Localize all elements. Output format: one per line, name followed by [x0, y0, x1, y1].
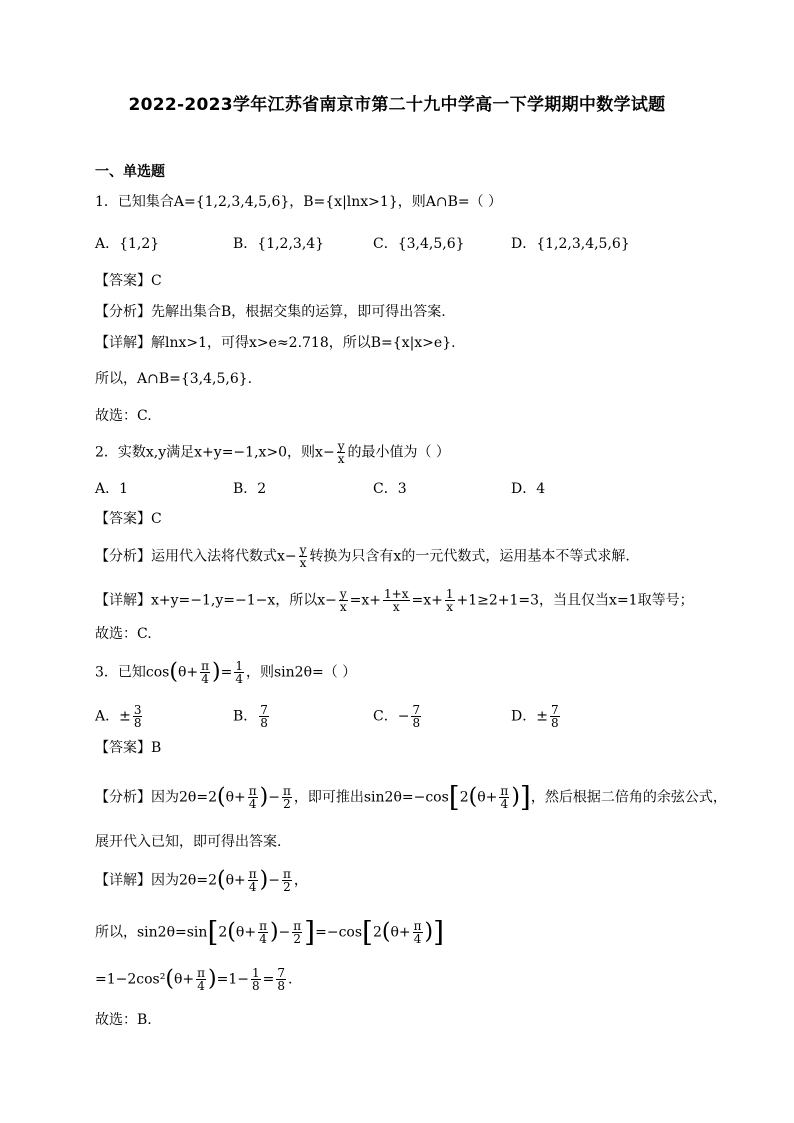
- denominator: x: [339, 600, 347, 614]
- q2-option-d: D．4: [511, 481, 546, 497]
- q3-detail-text: =1−: [216, 971, 249, 988]
- fraction: [259, 704, 269, 729]
- q3-analysis-text: −: [268, 789, 280, 806]
- numerator: π: [413, 919, 422, 933]
- q3-detail-line: [95, 868, 308, 893]
- paren: (: [381, 919, 391, 945]
- q3-detail-text: =1−2cos²: [95, 971, 166, 988]
- paren: (: [227, 919, 236, 945]
- detail-tag: 【详解】: [95, 872, 151, 889]
- q3-analysis-text: ，即可推出sin2θ=−cos: [293, 789, 449, 806]
- q3-stem-text: θ+: [177, 664, 199, 681]
- fraction: [499, 785, 509, 810]
- q3-detail-text: 因为2θ=2: [151, 872, 217, 889]
- q3-detail-text: =−cos: [315, 924, 363, 941]
- bracket: ]: [519, 780, 531, 814]
- fraction: [133, 704, 143, 729]
- numerator: 7: [412, 703, 421, 717]
- q2-analysis-line: [95, 544, 630, 569]
- answer-tag: 【答案】: [95, 740, 151, 756]
- q1-analysis-line: [95, 302, 446, 322]
- q3-analysis-text: θ+: [477, 789, 498, 806]
- q1-option-b: B．{1,2,3,4}: [233, 236, 325, 252]
- page-title: 2022-2023学年江苏省南京市第二十九中学高一下学期期中数学试题: [128, 95, 666, 115]
- numerator: 3: [133, 703, 142, 717]
- paren: (: [169, 659, 178, 685]
- denominator: 4: [248, 797, 257, 811]
- fraction: [258, 920, 268, 945]
- q2-option-b: B．2: [233, 481, 267, 497]
- paren: (: [165, 966, 174, 992]
- q2-option-c: C．3: [373, 481, 407, 497]
- detail-tag: 【详解】: [95, 335, 151, 351]
- q3-option-c: [373, 704, 423, 729]
- q1-answer: C: [151, 273, 162, 289]
- q2-detail-text: =x+: [349, 592, 382, 609]
- numerator: 7: [260, 703, 268, 717]
- fraction: [282, 785, 292, 810]
- paren: ): [269, 919, 279, 945]
- q3-detail-text: 2: [218, 924, 228, 941]
- q3-answer: B: [151, 740, 162, 756]
- fraction: [248, 868, 258, 893]
- q1-stem: 1．已知集合A={1,2,3,4,5,6}，B={x|lnx>1}，则A∩B=（ ）: [95, 194, 503, 210]
- q3-analysis-text: 因为2θ=2: [151, 789, 217, 806]
- analysis-tag: 【分析】: [95, 304, 151, 320]
- q2-analysis-text: 转换为只含有x的一元代数式，运用基本不等式求解.: [309, 548, 630, 565]
- bracket: ]: [433, 915, 445, 949]
- q3-detail-text: θ+: [173, 971, 195, 988]
- denominator: x: [446, 600, 454, 614]
- fraction: [282, 868, 292, 893]
- denominator: x: [392, 600, 400, 614]
- q3-analysis-line: [95, 780, 727, 814]
- numerator: π: [282, 867, 291, 881]
- denominator: 4: [259, 932, 267, 946]
- q2-stem-text: 2．实数x,y满足x+y=−1,x>0，则x−: [95, 444, 335, 461]
- numerator: 7: [277, 966, 285, 980]
- numerator: 1: [445, 587, 454, 601]
- answer-tag: 【答案】: [95, 511, 151, 527]
- numerator: y: [337, 439, 345, 453]
- numerator: 7: [550, 703, 559, 717]
- q3-answer-line: [95, 738, 161, 758]
- denominator: 2: [283, 797, 291, 811]
- q3-stem-text: =: [220, 664, 233, 681]
- q1-option-d: D．{1,2,3,4,5,6}: [511, 236, 630, 252]
- option-label: A．±: [95, 708, 131, 725]
- numerator: π: [293, 919, 302, 933]
- q3-detail-text: −: [268, 872, 280, 889]
- denominator: x: [337, 452, 345, 466]
- bracket: [: [362, 915, 373, 949]
- q2-conclusion: 故选：C.: [95, 626, 152, 642]
- q3-detail-text: ，: [293, 872, 308, 889]
- numerator: π: [197, 966, 205, 980]
- paren: ): [424, 919, 434, 945]
- numerator: y: [339, 587, 347, 601]
- q3-detail-text: .: [287, 971, 293, 988]
- analysis-tag: 【分析】: [95, 548, 151, 565]
- numerator: 1: [235, 659, 243, 673]
- q3-detail-text: 2: [372, 924, 382, 941]
- bracket: ]: [304, 915, 316, 949]
- paren: ): [212, 659, 221, 685]
- bracket: [: [207, 915, 219, 949]
- q1-detail-line2: 所以，A∩B={3,4,5,6}.: [95, 371, 253, 387]
- denominator: 4: [500, 797, 509, 811]
- q3-detail-text: 所以，sin2θ=sin: [95, 924, 208, 941]
- denominator: 8: [412, 716, 421, 730]
- q3-detail-text: θ+: [225, 872, 246, 889]
- fraction: [200, 660, 210, 685]
- q3-analysis-text: 2: [459, 789, 469, 806]
- q2-option-a: A．1: [95, 481, 129, 497]
- paren: (: [468, 784, 478, 810]
- q3-detail-text: θ+: [235, 924, 257, 941]
- denominator: 4: [235, 672, 243, 686]
- fraction: [251, 967, 261, 992]
- denominator: x: [299, 556, 307, 570]
- denominator: 2: [293, 932, 302, 946]
- denominator: 8: [260, 716, 268, 730]
- denominator: 4: [201, 672, 209, 686]
- q3-option-d: [511, 704, 562, 729]
- q3-option-a: [95, 704, 144, 729]
- numerator: π: [500, 784, 509, 798]
- numerator: y: [299, 543, 307, 557]
- paren: ): [259, 867, 269, 893]
- denominator: 2: [283, 880, 291, 894]
- paren: ): [259, 784, 269, 810]
- detail-tag: 【详解】: [95, 592, 151, 609]
- q3-analysis-text: ，然后根据二倍角的余弦公式，: [530, 789, 727, 806]
- option-label: D．±: [511, 708, 548, 725]
- fraction: [339, 588, 348, 613]
- paren: ): [208, 966, 217, 992]
- q2-detail-line: [95, 588, 694, 613]
- bracket: [: [448, 780, 460, 814]
- fraction: [383, 588, 409, 613]
- fraction: [550, 704, 560, 729]
- denominator: 4: [248, 880, 257, 894]
- fraction: [445, 588, 455, 613]
- numerator: π: [201, 659, 210, 673]
- paren: (: [216, 784, 226, 810]
- q2-detail-text: x+y=−1,y=−1−x，所以x−: [151, 592, 337, 609]
- q3-stem-text: 3．已知cos: [95, 664, 170, 681]
- answer-tag: 【答案】: [95, 273, 151, 289]
- q3-conclusion: 故选：B.: [95, 1012, 152, 1028]
- fraction: [299, 544, 308, 569]
- q1-answer-line: [95, 271, 162, 291]
- denominator: 8: [133, 716, 142, 730]
- q3-detail-text: −: [278, 924, 291, 941]
- q3-detail-text: =: [262, 971, 275, 988]
- paren: (: [216, 867, 226, 893]
- section-heading: 一、单选题: [95, 164, 165, 180]
- q1-conclusion: 故选：C.: [95, 408, 152, 424]
- fraction: [276, 967, 286, 992]
- numerator: 1+x: [384, 587, 409, 601]
- numerator: π: [282, 784, 291, 798]
- numerator: π: [259, 919, 267, 933]
- fraction: [413, 920, 423, 945]
- analysis-tag: 【分析】: [95, 789, 151, 806]
- q1-option-a: A．{1,2}: [95, 236, 160, 252]
- q1-detail: 解lnx>1，可得x>e≈2.718，所以B={x|x>e}.: [151, 335, 456, 351]
- fraction: [248, 785, 258, 810]
- fraction: [292, 920, 302, 945]
- denominator: 8: [277, 979, 285, 993]
- q3-analysis-text: θ+: [225, 789, 246, 806]
- q2-answer: C: [151, 511, 162, 527]
- denominator: 4: [197, 979, 205, 993]
- denominator: 8: [550, 716, 559, 730]
- q3-detail-line3: [95, 967, 292, 992]
- option-label: C．−: [373, 708, 410, 725]
- q3-option-b: [233, 704, 271, 729]
- fraction: [411, 704, 421, 729]
- q3-stem-text: ，则sin2θ=（ ）: [246, 664, 357, 681]
- q2-analysis-text: 运用代入法将代数式x−: [151, 548, 297, 565]
- q2-detail-text: +1≥2+1=3，当且仅当x=1取等号；: [456, 592, 694, 609]
- numerator: π: [248, 867, 257, 881]
- q1-detail-line: [95, 333, 456, 353]
- q2-stem: [95, 440, 450, 465]
- paren: ): [511, 784, 520, 810]
- denominator: 4: [413, 932, 422, 946]
- q3-stem: [95, 660, 356, 685]
- q1-option-c: C．{3,4,5,6}: [373, 236, 465, 252]
- option-label: B．: [233, 708, 258, 725]
- q2-detail-text: =x+: [411, 592, 443, 609]
- numerator: 1: [251, 966, 260, 980]
- denominator: 8: [251, 979, 260, 993]
- fraction: [234, 660, 244, 685]
- numerator: π: [248, 784, 257, 798]
- q3-detail-line2: [95, 915, 445, 949]
- q1-analysis: 先解出集合B，根据交集的运算，即可得出答案.: [151, 304, 446, 320]
- fraction: [196, 967, 206, 992]
- q3-analysis-line2: 展开代入已知，即可得出答案.: [95, 834, 282, 850]
- fraction: [337, 440, 346, 465]
- q2-stem-text: 的最小值为（ ）: [347, 444, 450, 461]
- q3-detail-text: θ+: [390, 924, 411, 941]
- q2-answer-line: [95, 509, 162, 529]
